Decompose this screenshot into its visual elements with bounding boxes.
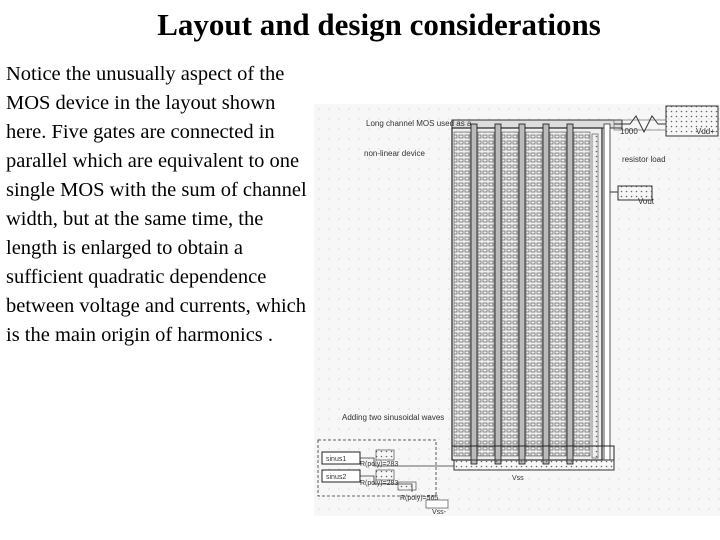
non-linear-label: non-linear device (364, 149, 425, 158)
vdd-label: Vdd+ (696, 127, 715, 136)
side-metal-strip (604, 124, 610, 460)
slide-title: Layout and design considerations (157, 7, 601, 42)
diffusion-column (454, 132, 470, 456)
diffusion-column (478, 132, 494, 456)
slide-body-text: Notice the unusually aspect of the MOS device in the layout shown here. Five gates are connected in parallel which are equivalent to one single MOS with the sum of channel width, but at the same time, the length is enlarged to obtain a sufficient quadratic dependence between voltage and currents, which is the main origin of harmonics . (6, 63, 307, 346)
diffusion-column (502, 132, 518, 456)
poly-gate (495, 124, 501, 464)
diffusion-column (526, 132, 542, 456)
sinus2-label: sinus2 (326, 474, 347, 481)
poly-gate (543, 124, 549, 464)
vss-bus (454, 460, 614, 470)
top-metal-bus (452, 120, 622, 128)
sinus1-label: sinus1 (326, 456, 347, 463)
diffusion-column (550, 132, 566, 456)
vss-label: Vss (512, 475, 524, 482)
resistance-value-label: 1000 (620, 127, 638, 136)
poly-resistor (376, 470, 394, 480)
vout-label: Vout (638, 197, 655, 206)
poly-gate (471, 124, 477, 464)
poly-resistor (376, 450, 394, 460)
resistor-load-label: resistor load (622, 155, 666, 164)
mos-layout-figure (314, 104, 720, 516)
rpoly-label: R(poly)=283 (360, 461, 399, 468)
adding-waves-label: Adding two sinusoidal waves (342, 413, 445, 422)
rpoly-label: R(poly)=565 (400, 495, 439, 502)
side-metal-strip (592, 134, 598, 458)
vss-minus-label: Vss- (432, 509, 446, 516)
rpoly-label: R(poly)=283 (360, 480, 399, 487)
poly-gate (567, 124, 573, 464)
poly-gate (519, 124, 525, 464)
diffusion-column (574, 132, 590, 456)
poly-resistor (398, 482, 416, 490)
long-channel-label: Long channel MOS used as a (366, 119, 472, 128)
